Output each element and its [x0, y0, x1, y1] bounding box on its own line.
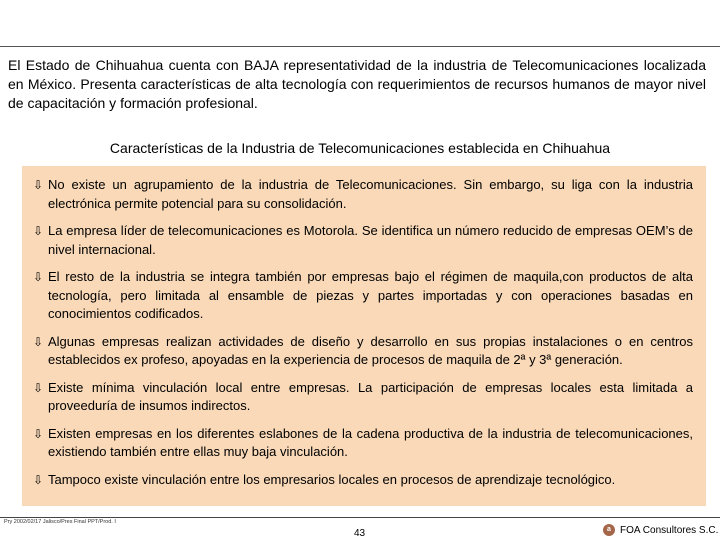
list-item	[33, 379, 693, 416]
list-item-text: Tampoco existe vinculación entre los empresarios locales en procesos de aprendizaje tecnológico.	[48, 471, 616, 487]
intro-paragraph: El Estado de Chihuahua cuenta con BAJA representatividad de la industria de Telecomunicaciones localizada en México. Presenta características de alta tecnología con requerimientos de recursos humanos de mayor nivel de capacitación y formación profesional.	[8, 57, 706, 111]
list-item	[33, 176, 693, 213]
footer-file-path: Pry 2002/02/17 Jalisco/Pres Final PPT/Prod. I	[4, 519, 116, 525]
down-arrow-icon: ⇩	[33, 380, 44, 395]
list-item-text: Existen empresas en los diferentes eslabones de la cadena productiva de la industria de telecomunicaciones, existiendo también entre ellas muy baja vinculación.	[48, 425, 693, 459]
list-item	[33, 425, 693, 462]
company-name: FOA Consultores S.C.	[620, 525, 719, 536]
footer-divider	[0, 517, 720, 518]
down-arrow-icon: ⇩	[33, 426, 44, 441]
down-arrow-icon: ⇩	[33, 472, 44, 487]
down-arrow-icon: ⇩	[33, 178, 44, 192]
list-item-text: La empresa líder de telecomunicaciones es Motorola. Se identifica un número reducido de empresas OEM’s de nivel internacional.	[48, 223, 693, 257]
list-item	[33, 268, 693, 324]
down-arrow-icon: ⇩	[33, 334, 44, 349]
list-item	[33, 471, 693, 490]
list-item	[33, 222, 693, 259]
section-subtitle: Características de la Industria de Telecomunicaciones establecida en Chihuahua	[109, 140, 611, 156]
list-item	[33, 333, 693, 370]
list-item-text: Existe mínima vinculación local entre empresas. La participación de empresas locales esta limitada a proveeduría de insumos indirectos.	[48, 379, 693, 413]
list-item-text: No existe un agrupamiento de la industria de Telecomunicaciones. Sin embargo, su liga con la industria electrónica permite potencial para su consolidación.	[48, 177, 693, 211]
list-item-text: El resto de la industria se integra también por empresas bajo el régimen de maquila,con productos de alta tecnología, pero limitada al ensamble de piezas y partes importadas y con operaciones basadas en conocimientos codificados.	[48, 269, 693, 321]
top-divider	[0, 46, 720, 47]
down-arrow-icon: ⇩	[33, 270, 44, 284]
page-number: 43	[354, 528, 366, 539]
list-item-text: Algunas empresas realizan actividades de diseño y desarrollo en sus propias instalaciones o en centros establecidos ex profeso, apoyadas en la experiencia de procesos de maquila de 2ª y 3ª generación.	[48, 333, 693, 367]
company-logo-icon: a	[603, 524, 615, 536]
characteristics-list	[33, 176, 693, 498]
down-arrow-icon: ⇩	[33, 224, 44, 238]
